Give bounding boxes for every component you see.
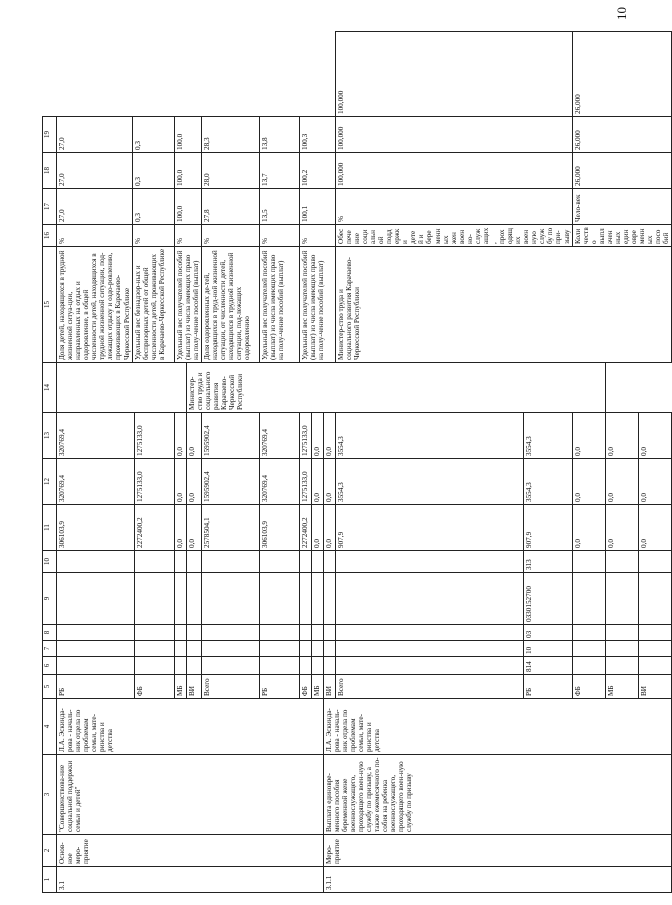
value-cell: 0,3: [132, 153, 174, 189]
indicator-text: Доля детей, находящихся в трудной жизненной ситуа-ции, направленных на отдых и оздоровление, в общей численности детей, находящихся в трудной жизненной ситуации, под-лежащих отдыху и оздо-ровлению, проживающих в Карачаево-Черкесской Республике: [57, 247, 133, 363]
source: Всего: [201, 675, 259, 699]
value-cell: 0,0: [323, 413, 335, 459]
value-cell: 2578504,1: [201, 505, 259, 551]
indicator-unit: %: [132, 225, 174, 247]
value-cell: 1595902,4: [201, 413, 259, 459]
value-cell: 27,0: [57, 189, 133, 225]
value-cell: 0,3: [132, 117, 174, 153]
value-cell: 0,0: [311, 505, 323, 551]
value-cell: 0,0: [605, 413, 638, 459]
indicator-unit: %: [174, 225, 201, 247]
value-cell: 3554,3: [335, 459, 523, 505]
source: ВИ: [323, 675, 335, 699]
col-header: 18: [43, 153, 57, 189]
value-cell: 100,000: [335, 117, 572, 153]
value-cell: 0,0: [186, 413, 201, 459]
value-cell: 3554,3: [523, 413, 572, 459]
code-cell: 814: [523, 657, 572, 675]
value-cell: 907,9: [335, 505, 523, 551]
value-cell: 0,0: [572, 459, 605, 505]
value-cell: 100,2: [299, 153, 335, 189]
value-cell: 1595902,4: [201, 459, 259, 505]
source: РБ: [57, 675, 135, 699]
source: МБ: [174, 675, 186, 699]
value-cell: 2272400,2: [134, 505, 174, 551]
col-header: 19: [43, 117, 57, 153]
value-cell: 2272400,2: [299, 505, 311, 551]
col-header: 16: [43, 225, 57, 247]
value-cell: 0,0: [186, 459, 201, 505]
value-cell: 0,0: [323, 505, 335, 551]
source: ВИ: [639, 675, 672, 699]
value-cell: 3554,3: [523, 459, 572, 505]
item-code: 3.1.1: [323, 867, 672, 893]
col-header: 10: [43, 551, 57, 573]
value-cell: 0,0: [174, 413, 186, 459]
source: ФБ: [572, 675, 605, 699]
source: Всего: [335, 675, 523, 699]
col-header: 5: [43, 675, 57, 699]
value-cell: 100,000: [335, 153, 572, 189]
value-cell: 3554,3: [335, 413, 523, 459]
value-cell: 27,8: [201, 189, 259, 225]
value-cell: 100,000: [335, 32, 572, 117]
indicator-text: Удельный вес получателей пособий (выплат) из числа имеющих право на полу-чение пособий (выплат): [259, 247, 299, 363]
value-cell: 13,8: [259, 117, 299, 153]
indicator-text: Удельный вес получателей пособий (выплат) из числа имеющих право на полу-чение пособий (выплат): [299, 247, 335, 363]
value-cell: 0,3: [132, 189, 174, 225]
value-cell: 907,9: [523, 505, 572, 551]
source: ФБ: [134, 675, 174, 699]
value-cell: 0,0: [323, 459, 335, 505]
source: РБ: [259, 675, 299, 699]
indicator-unit: %: [335, 189, 572, 225]
value-cell: 26,000: [572, 117, 672, 153]
value-cell: 13,7: [259, 153, 299, 189]
table-row: [57, 32, 133, 893]
col-header: 13: [43, 413, 57, 459]
value-cell: 0,0: [639, 459, 672, 505]
indicator-text: Удельный вес получателей пособий (выплат) из числа имеющих право на полу-чение пособий (выплат): [174, 247, 201, 363]
col-header: 7: [43, 641, 57, 657]
indicator-unit: %: [201, 225, 259, 247]
item-type: Меро-приятие: [323, 835, 672, 867]
value-cell: 28,0: [201, 153, 259, 189]
value-cell: 1275133,0: [299, 413, 311, 459]
value-cell: 0,0: [174, 505, 186, 551]
value-cell: 306103,9: [259, 505, 299, 551]
value-cell: 0,0: [605, 459, 638, 505]
value-cell: 28,3: [201, 117, 259, 153]
value-cell: 100,0: [174, 189, 201, 225]
value-cell: 0,0: [572, 505, 605, 551]
value-cell: 320769,4: [57, 459, 135, 505]
item-responsible: Л.А. Эскинда-рова - началь-ник отдела по проблемам семьи, мате-ринства и детства: [57, 699, 324, 755]
indicator-unit: %: [259, 225, 299, 247]
value-cell: 320769,4: [259, 459, 299, 505]
value-cell: 306103,9: [57, 505, 135, 551]
value-cell: 0,0: [186, 505, 201, 551]
value-cell: 0,0: [639, 413, 672, 459]
source: ВИ: [186, 675, 201, 699]
source: МБ: [311, 675, 323, 699]
value-cell: 100,0: [174, 153, 201, 189]
col-header: 1: [43, 867, 57, 893]
col-header: 8: [43, 625, 57, 641]
value-cell: 0,0: [311, 413, 323, 459]
value-cell: 26,000: [572, 153, 672, 189]
value-cell: 27,0: [57, 117, 133, 153]
value-cell: 27,0: [57, 153, 133, 189]
col-header: 2: [43, 835, 57, 867]
value-cell: 320769,4: [57, 413, 135, 459]
value-cell: 13,5: [259, 189, 299, 225]
value-cell: 0,0: [572, 413, 605, 459]
code-cell: 03: [523, 625, 572, 641]
value-cell: 1275133,0: [134, 459, 174, 505]
indicator-unit: %: [57, 225, 133, 247]
col-header: 3: [43, 755, 57, 835]
value-cell: 26,000: [572, 32, 672, 117]
indicator-text: Обеспечение социальной поддержки детей и беременных жен военно-служащих, проходящих военную службу по при-зыву: [335, 225, 572, 247]
value-cell: 1275133,0: [299, 459, 311, 505]
col-header: 15: [43, 247, 57, 363]
col-header: 12: [43, 459, 57, 505]
value-cell: 100,1: [299, 189, 335, 225]
item-type: Основ-ное меро-приятие: [57, 835, 324, 867]
item-responsible: Л.А. Эскинда-рова - началь-ник отдела по проблемам семьи, мате-ринства и детства: [323, 699, 672, 755]
col-header: 4: [43, 699, 57, 755]
col-header: 6: [43, 657, 57, 675]
indicator-unit: %: [299, 225, 335, 247]
indicator-text: Доля оздоровленных де-тей, находящихся в труд-ной жизненной ситуации, от численности детей, находящихся в трудной жизненной ситуации, под-лежащих оздоровлению: [201, 247, 259, 363]
value-cell: 100,0: [174, 117, 201, 153]
indicator-text: Удельный вес безнадзор-ных и беспризорных детей от общей численности детей, проживающих в Карачаево-Черкесской Республике: [132, 247, 174, 363]
value-cell: 100,3: [299, 117, 335, 153]
code-cell: 0330152700: [523, 573, 572, 625]
item-name: Выплата единовре-менного пособия беременной жене военнослужащего, проходящего воен-ную службу по призыву, а также ежемесячного по-собия на ребенка военнослужащего, проходящего воен-ную службу по призыву: [323, 755, 672, 835]
source: МБ: [605, 675, 638, 699]
ministry: Министер-ство труда и социального развития Карачаево-Черкесской Республики: [186, 363, 605, 413]
col-header: 14: [43, 363, 57, 413]
column-numbers-row: [43, 32, 57, 893]
code-cell: 313: [523, 551, 572, 573]
program-table-sheet: [42, 31, 671, 893]
value-cell: 1275133,0: [134, 413, 174, 459]
source: ФБ: [299, 675, 311, 699]
ministry: Министер-ство труда и социального развития Карачаево-Черкесской Республики: [335, 247, 672, 363]
item-name: "Совершенствова-ние социальной поддержки семьи и детей": [57, 755, 324, 835]
col-header: 9: [43, 573, 57, 625]
indicator-text: Количество выплаченных единовременных пособий: [572, 225, 672, 247]
col-header: 11: [43, 505, 57, 551]
program-table: [42, 31, 672, 893]
value-cell: 320769,4: [259, 413, 299, 459]
col-header: 17: [43, 189, 57, 225]
page-number: 10: [614, 7, 629, 20]
indicator-unit: Чело-век: [572, 189, 672, 225]
value-cell: 0,0: [605, 505, 638, 551]
value-cell: 0,0: [639, 505, 672, 551]
value-cell: 0,0: [311, 459, 323, 505]
code-cell: 10: [523, 641, 572, 657]
source: РБ: [523, 675, 572, 699]
item-code: 3.1: [57, 867, 324, 893]
value-cell: 0,0: [174, 459, 186, 505]
